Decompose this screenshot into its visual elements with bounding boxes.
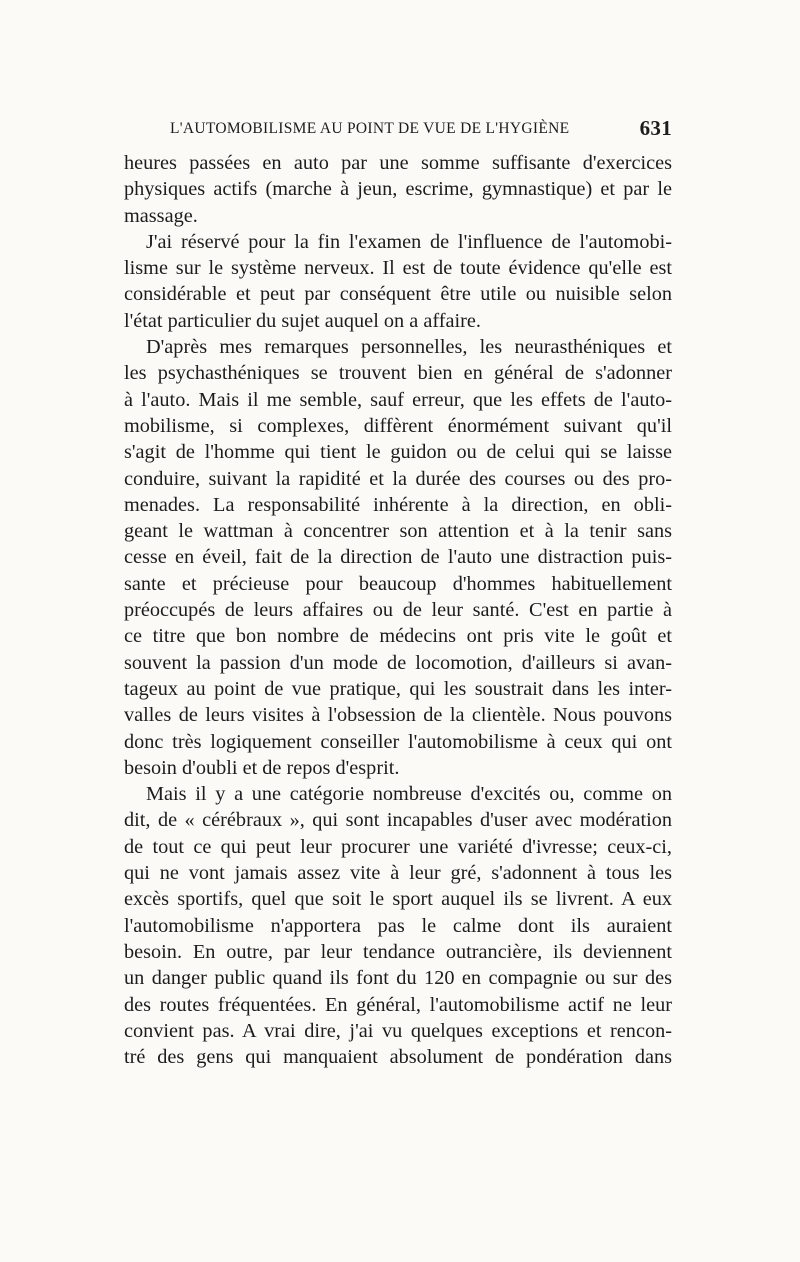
text-line: Mais il y a une catégorie nombreuse d'excités ou, comme on	[146, 783, 672, 806]
text-line: J'ai réservé pour la fin l'examen de l'influence de l'automobi-	[146, 230, 672, 253]
running-header	[170, 116, 672, 142]
text-line: l'état particulier du sujet auquel on a affaire.	[124, 309, 481, 332]
text-line: lisme sur le système nerveux. Il est de toute évidence qu'elle est	[124, 257, 672, 280]
text-line: de tout ce qui peut leur procurer une variété d'ivresse; ceux-ci,	[124, 835, 672, 858]
body-text	[124, 150, 672, 1070]
text-line: s'agit de l'homme qui tient le guidon ou de celui qui se laisse	[124, 441, 672, 464]
text-line: des routes fréquentées. En général, l'automobilisme actif ne leur	[124, 993, 672, 1016]
text-line: excès sportifs, quel que soit le sport auquel ils se livrent. A eux	[124, 888, 672, 911]
text-line: souvent la passion d'un mode de locomotion, d'ailleurs si avan-	[124, 651, 672, 674]
text-line: valles de leurs visites à l'obsession de la clientèle. Nous pouvons	[124, 704, 672, 727]
text-line: l'automobilisme n'apportera pas le calme dont ils auraient	[124, 914, 672, 937]
text-line: préoccupés de leurs affaires ou de leur santé. C'est en partie à	[124, 599, 672, 622]
text-line: un danger public quand ils font du 120 en compagnie ou sur des	[124, 967, 672, 990]
text-line: tageux au point de vue pratique, qui les soustrait dans les inter-	[124, 677, 672, 700]
text-line: heures passées en auto par une somme suffisante d'exercices	[124, 152, 672, 174]
text-line: besoin. En outre, par leur tendance outrancière, ils deviennent	[124, 940, 672, 963]
text-line: dit, de « cérébraux », qui sont incapables d'user avec modération	[124, 809, 672, 832]
text-line: donc très logiquement conseiller l'automobilisme à ceux qui ont	[124, 730, 672, 753]
text-line: mobilisme, si complexes, diffèrent énormément suivant qu'il	[124, 414, 672, 437]
text-line: D'après mes remarques personnelles, les neurasthéniques et	[146, 336, 672, 359]
text-line: besoin d'oubli et de repos d'esprit.	[124, 756, 400, 779]
text-line: sante et précieuse pour beaucoup d'hommes habituellement	[124, 572, 672, 595]
text-line: convient pas. A vrai dire, j'ai vu quelques exceptions et rencon-	[124, 1019, 672, 1042]
text-line: cesse en éveil, fait de la direction de l'auto une distraction puis-	[124, 546, 672, 569]
running-title: L'AUTOMOBILISME AU POINT DE VUE DE L'HYGIÈNE	[170, 120, 570, 137]
text-line: qui ne vont jamais assez vite à leur gré, s'adonnent à tous les	[124, 862, 672, 885]
text-line: à l'auto. Mais il me semble, sauf erreur, que les effets de l'auto-	[124, 388, 672, 411]
page-number: 631	[639, 116, 672, 140]
text-line: tré des gens qui manquaient absolument de pondération dans	[124, 1046, 672, 1069]
text-line: geant le wattman à concentrer son attention et à la tenir sans	[124, 520, 672, 543]
text-line: ce titre que bon nombre de médecins ont pris vite le goût et	[124, 625, 672, 648]
text-line: les psychasthéniques se trouvent bien en général de s'adonner	[124, 362, 672, 385]
text-line: conduire, suivant la rapidité et la durée des courses ou des pro-	[124, 467, 672, 490]
text-line: menades. La responsabilité inhérente à la direction, en obli-	[124, 493, 672, 516]
text-line: considérable et peut par conséquent être utile ou nuisible selon	[124, 283, 672, 306]
text-line: physiques actifs (marche à jeun, escrime, gymnastique) et par le	[124, 178, 672, 201]
text-line: massage.	[124, 204, 198, 227]
